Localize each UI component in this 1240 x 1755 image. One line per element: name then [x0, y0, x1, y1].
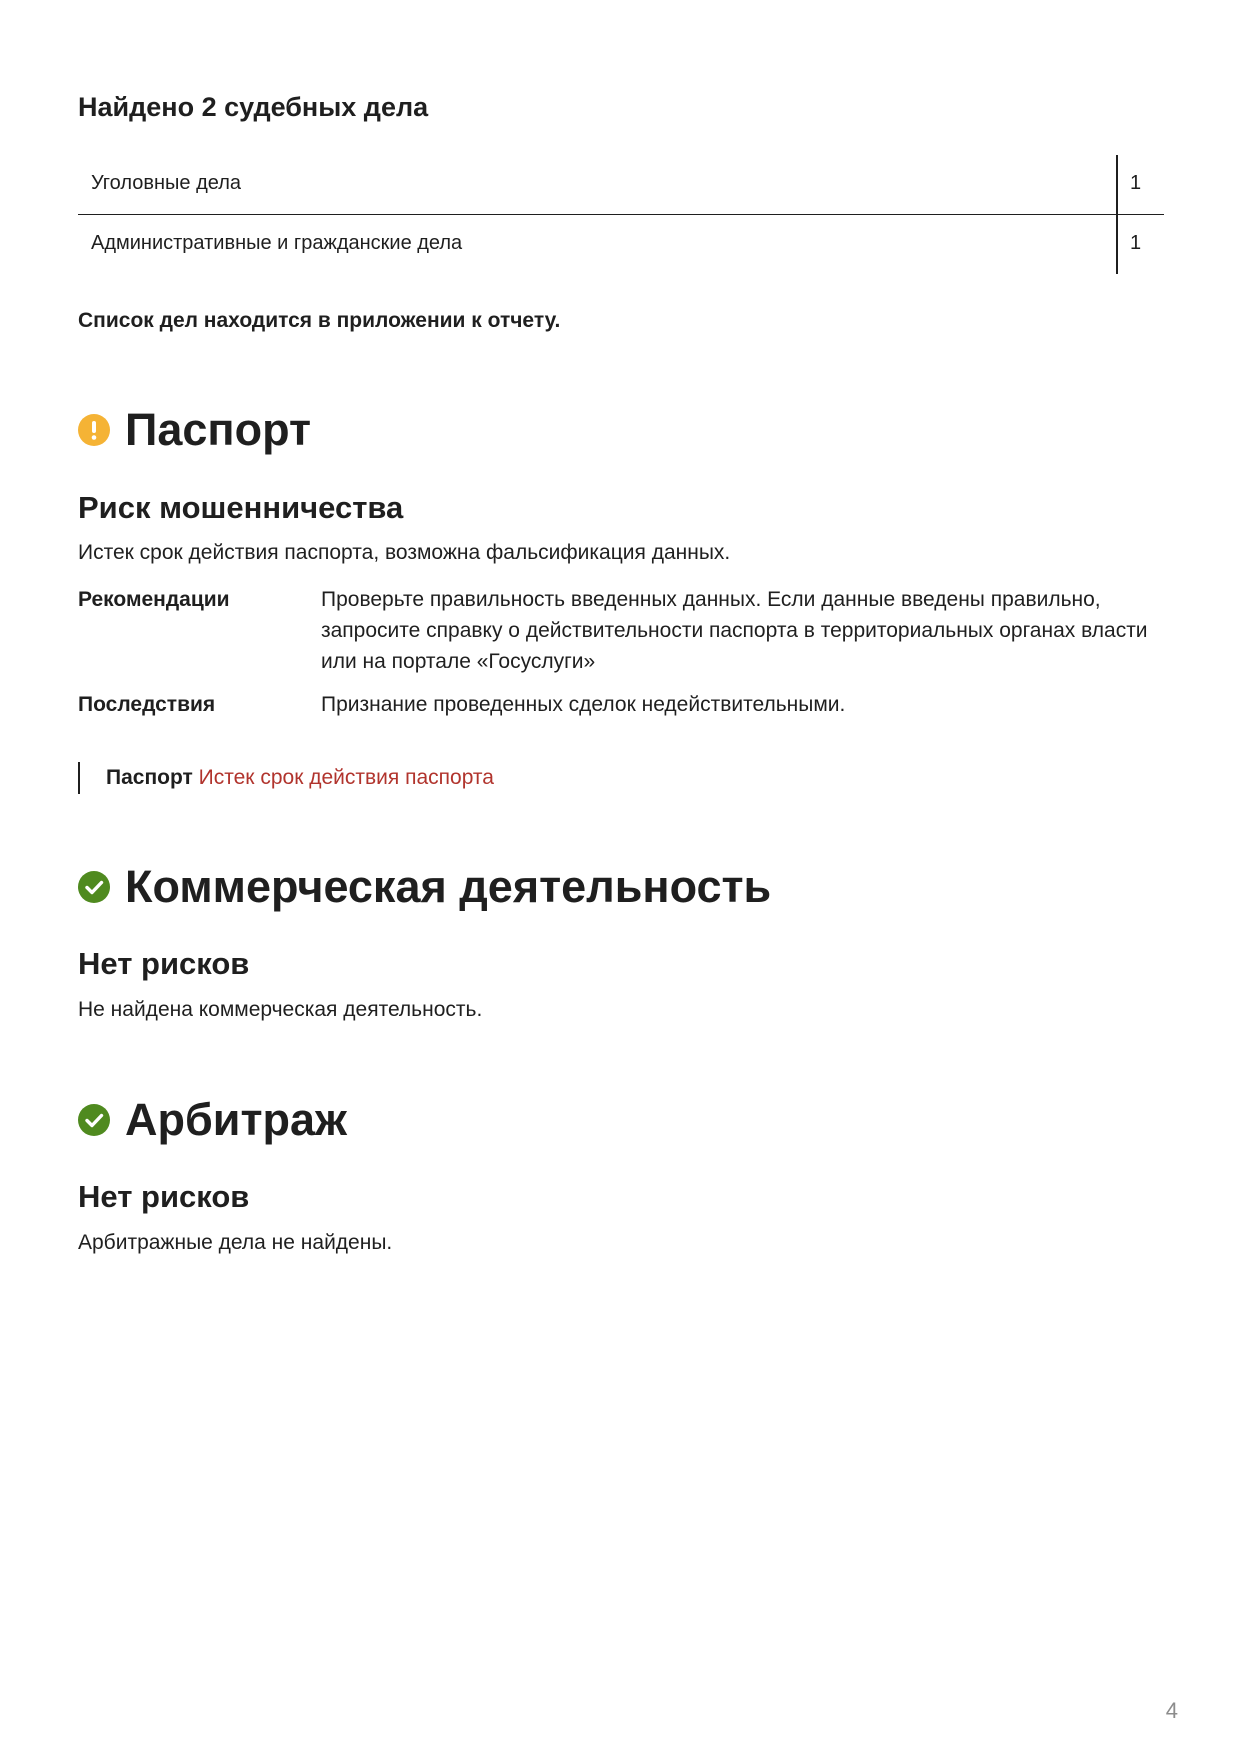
commercial-section-heading: [78, 859, 771, 915]
passport-title: Паспорт: [125, 404, 311, 455]
courts-title: Найдено 2 судебных дела: [78, 92, 429, 122]
consequences-label: Последствия: [78, 693, 216, 716]
source-label: Паспорт: [106, 766, 193, 789]
arbitration-risk-description: Арбитражные дела не найдены.: [78, 1231, 393, 1254]
recommendations-text: Проверьте правильность введенных данных. Если данные введены правильно, запросите справку о действительности паспорта в территориальных органах власти или на портале «Госуслуги»: [321, 588, 1148, 673]
commercial-risk-description: Не найдена коммерческая деятельность.: [78, 998, 483, 1021]
civil-cases-count: 1: [1117, 215, 1164, 275]
arbitration-risk-title: Нет рисков: [78, 1179, 250, 1214]
passport-section-heading: [78, 402, 311, 458]
warning-icon: [78, 414, 110, 446]
check-circle-icon: [78, 871, 110, 903]
table-row: [78, 155, 1164, 215]
arbitration-title: Арбитраж: [125, 1094, 347, 1145]
table-row: [78, 215, 1164, 275]
commercial-title: Коммерческая деятельность: [125, 861, 772, 912]
commercial-risk-title: Нет рисков: [78, 946, 250, 981]
arbitration-section-heading: [78, 1092, 347, 1148]
courts-note: Список дел находится в приложении к отчету.: [78, 309, 561, 332]
criminal-cases-label: Уголовные дела: [78, 155, 1117, 215]
passport-risk-description: Истек срок действия паспорта, возможна фальсификация данных.: [78, 541, 731, 564]
recommendations-label: Рекомендации: [78, 588, 230, 611]
civil-cases-label: Административные и гражданские дела: [91, 232, 463, 254]
courts-table: [78, 155, 1164, 274]
criminal-cases-count: 1: [1117, 155, 1164, 215]
check-circle-icon: [78, 1104, 110, 1136]
consequences-text: Признание проведенных сделок недействительными.: [321, 693, 846, 716]
passport-source-quote: [78, 762, 494, 794]
page-number: 4: [1165, 1698, 1178, 1723]
source-issue: Истек срок действия паспорта: [198, 766, 494, 789]
passport-risk-title: Риск мошенничества: [78, 490, 404, 525]
